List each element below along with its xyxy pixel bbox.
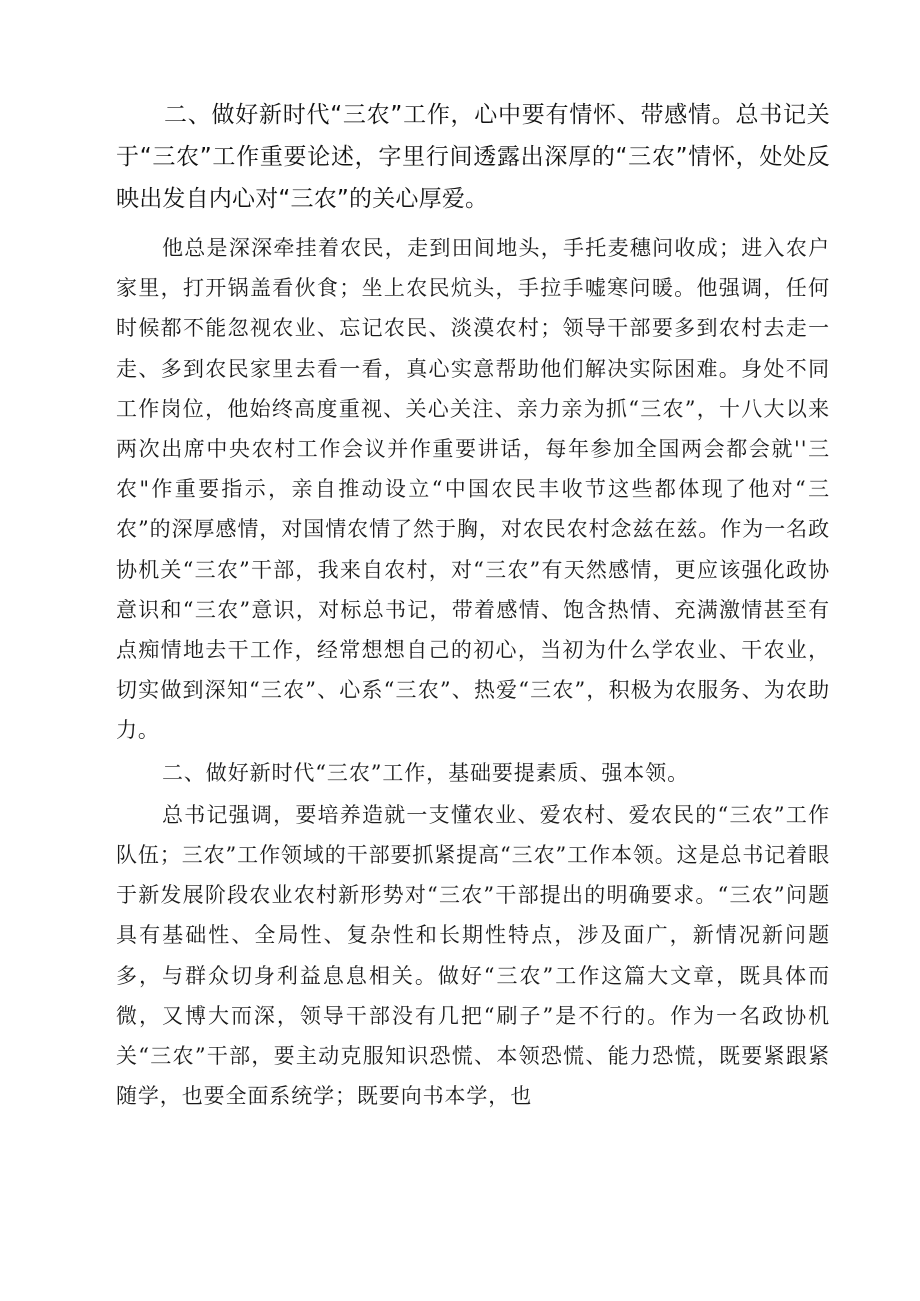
section-subheading: 二、做好新时代“三农”工作，基础要提素质、强本领。 [162,760,689,785]
section-heading: 二、做好新时代“三农”工作，心中要有情怀、带感情。总书记关于“三农”工作重要论述，字里行间透露出深厚的“三农”情怀，处处反映出发自内心对“三农”的关心厚爱。 [116,102,830,212]
body-paragraph-2: 总书记强调，要培养造就一支懂农业、爱农村、爱农民的“三农”工作队伍；三农”工作领域的干部要抓紧提高“三农”工作本领。这是总书记着眼于新发展阶段农业农村新形势对“三农”干部提出的明确要求。“三农”问题具有基础性、全局性、复杂性和长期性特点，涉及面广，新情况新问题多，与群众切身利益息息相关。做好“三农”工作这篇大文章，既具体而微，又博大而深，领导干部没有几把“刷子”是不行的。作为一名政协机关“三农”干部，要主动克服知识恐慌、本领恐慌、能力恐慌，既要紧跟紧随学，也要全面系统学；既要向书本学，也 [116,802,830,1109]
document-body [116,94,830,1116]
body-paragraph-1: 他总是深深牵挂着农民，走到田间地头，手托麦穗问收成；进入农户家里，打开锅盖看伙食；坐上农民炕头，手拉手嘘寒问暖。他强调，任何时候都不能忽视农业、忘记农民、淡漠农村；领导干部要多到农村去走一走、多到农民家里去看一看，真心实意帮助他们解决实际困难。身处不同工作岗位，他始终高度重视、关心关注、亲力亲为抓“三农”，十八大以来两次出席中央农村工作会议并作重要讲话，每年参加全国两会都会就''三农"作重要指示，亲自推动设立“中国农民丰收节这些都体现了他对“三农”的深厚感情，对国情农情了然于胸，对农民农村念兹在兹。作为一名政协机关“三农”干部，我来自农村，对“三农”有天然感情，更应该强化政协意识和“三农”意识，对标总书记，带着感情、饱含热情、充满激情甚至有点痴情地去干工作，经常想想自己的初心，当初为什么学农业、干农业，切实做到深知“三农”、心系“三农”、热爱“三农”，积极为农服务、为农助力。 [116,236,830,743]
